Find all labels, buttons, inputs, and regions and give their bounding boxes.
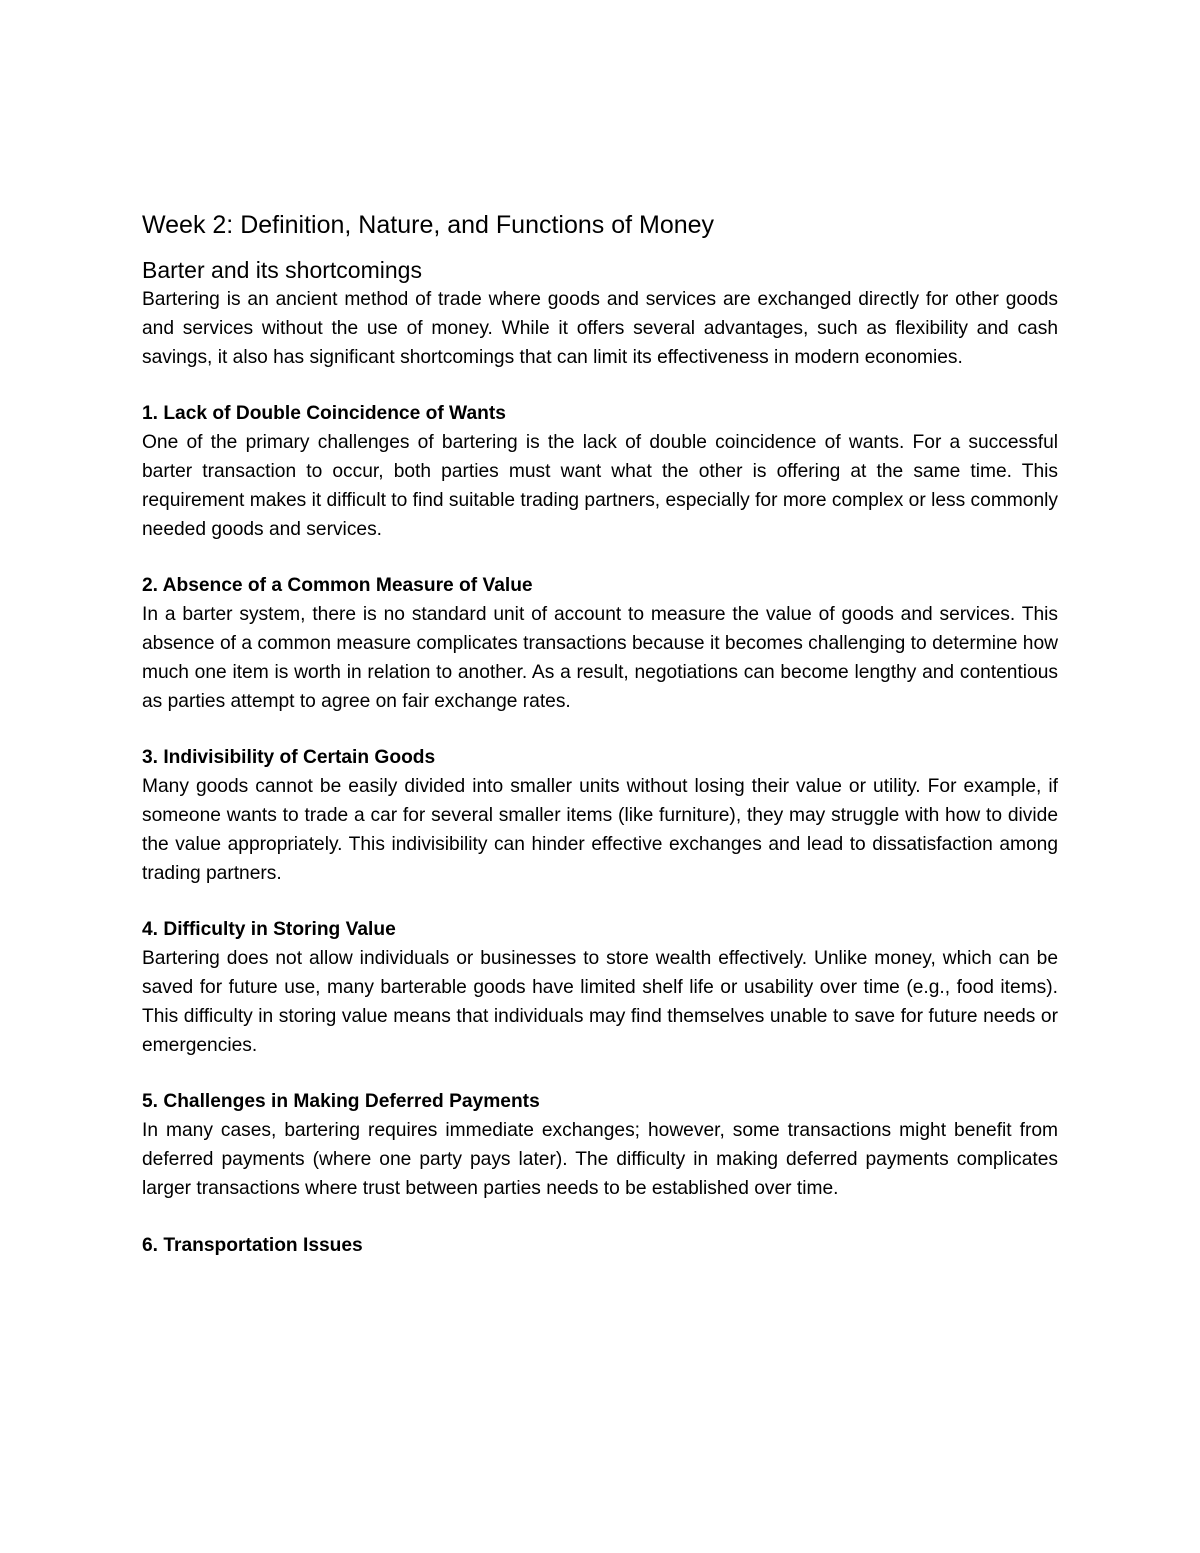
section-transportation [142, 1232, 1058, 1261]
section-body: Bartering does not allow individuals or businesses to store wealth effectively. Unlike money, which can be saved for future use, many barterable goods have limited shelf life or usability over time (e.g., food items). This difficulty in storing value means that individuals may find themselves unable to save for future needs or emergencies. [142, 948, 1058, 1056]
section-body: In many cases, bartering requires immediate exchanges; however, some transactions might benefit from deferred payments (where one party pays later). The difficulty in making deferred payments complicates larger transactions where trust between parties needs to be established over time. [142, 1120, 1058, 1199]
section-storing-value [142, 916, 1058, 1060]
intro-paragraph: Bartering is an ancient method of trade where goods and services are exchanged directly for other goods and services without the use of money. While it offers several advantages, such as flexibility and cash savings, it also has significant shortcomings that can limit its effectiveness in modern economies. [142, 289, 1058, 368]
section-deferred-payments [142, 1088, 1058, 1203]
section-body: In a barter system, there is no standard unit of account to measure the value of goods and services. This absence of a common measure complicates transactions because it becomes challenging to determine how much one item is worth in relation to another. As a result, negotiations can become lengthy and contentious as parties attempt to agree on fair exchange rates. [142, 604, 1058, 712]
section-heading: 6. Transportation Issues [142, 1234, 363, 1256]
section-heading: 1. Lack of Double Coincidence of Wants [142, 403, 506, 425]
section-heading: 4. Difficulty in Storing Value [142, 919, 396, 941]
section-body: Many goods cannot be easily divided into smaller units without losing their value or utility. For example, if someone wants to trade a car for several smaller items (like furniture), they may struggle with how to divide the value appropriately. This indivisibility can hinder effective exchanges and lead to dissatisfaction among trading partners. [142, 776, 1058, 884]
section-heading: 3. Indivisibility of Certain Goods [142, 747, 436, 769]
section-double-coincidence [142, 400, 1058, 544]
section-indivisibility [142, 744, 1058, 888]
document-title: Week 2: Definition, Nature, and Functions of Money [142, 211, 715, 239]
section-common-measure [142, 572, 1058, 716]
document-page [142, 208, 1058, 1260]
section-body: One of the primary challenges of bartering is the lack of double coincidence of wants. For a successful barter transaction to occur, both parties must want what the other is offering at the same time. This requirement makes it difficult to find suitable trading partners, especially for more complex or less commonly needed goods and services. [142, 432, 1058, 540]
section-heading: 5. Challenges in Making Deferred Payments [142, 1091, 540, 1113]
document-subtitle: Barter and its shortcomings [142, 257, 422, 283]
section-heading: 2. Absence of a Common Measure of Value [142, 575, 533, 597]
